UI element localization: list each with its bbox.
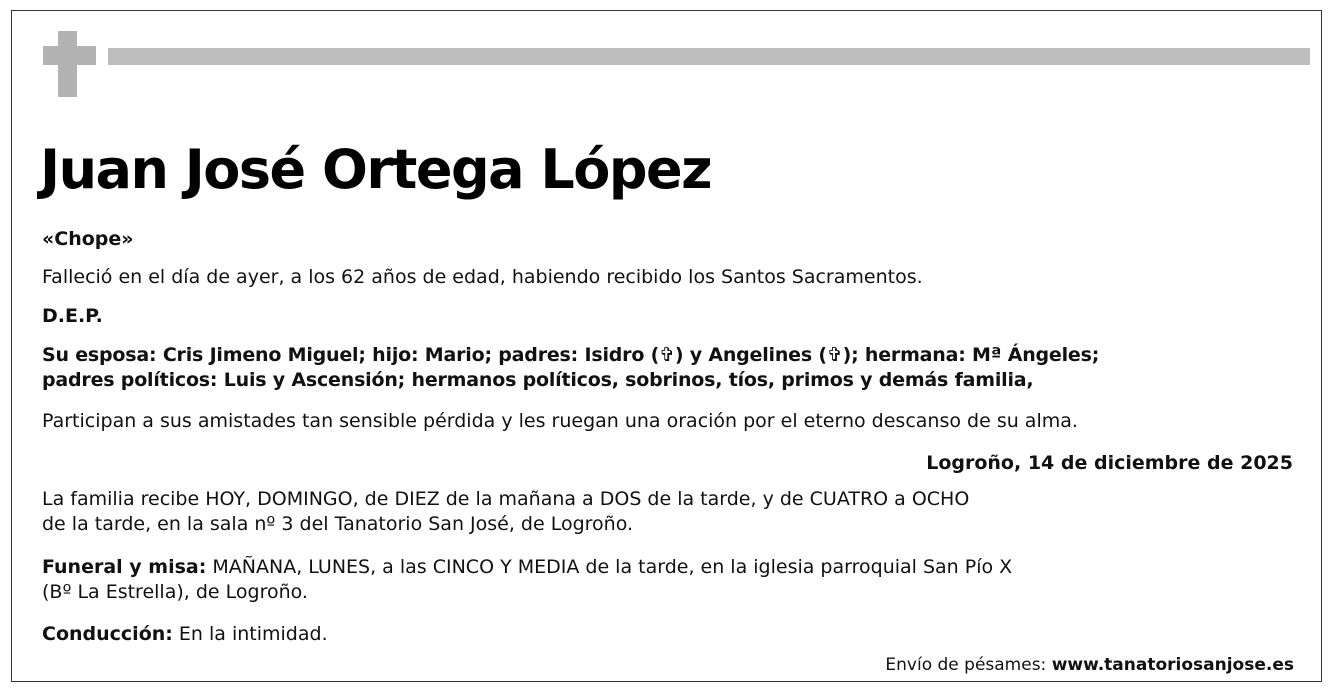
condolence-line <box>885 654 1294 676</box>
cross-icon-bar <box>43 46 96 65</box>
death-notice: Falleció en el día de ayer, a los 62 años de edad, habiendo recibido los Santos Sacramentos. <box>42 266 923 288</box>
announcement: Participan a sus amistades tan sensible pérdida y les ruegan una oración por el eterno descanso de su alma. <box>42 410 1078 432</box>
header-rule <box>108 48 1310 65</box>
funeral-text: MAÑANA, LUNES, a las CINCO Y MEDIA de la tarde, en la iglesia parroquial San Pío X <box>206 556 1013 578</box>
funeral-label: Funeral y misa: <box>42 556 207 578</box>
funeral-line-1 <box>42 555 1012 579</box>
conduction-text: En la intimidad. <box>172 623 328 645</box>
wake-line-1: La familia recibe HOY, DOMINGO, de DIEZ de la mañana a DOS de la tarde, y de CUATRO a OCHO <box>42 488 970 510</box>
family-line-2: padres políticos: Luis y Ascensión; hermanos políticos, sobrinos, tíos, primos y demás familia, <box>42 369 1034 391</box>
conduction-line <box>42 622 328 646</box>
nickname: «Chope» <box>42 228 134 250</box>
deceased-name: Juan José Ortega López <box>40 138 712 201</box>
conduction-label: Conducción: <box>42 623 173 645</box>
rip-text: D.E.P. <box>42 305 103 327</box>
funeral-line-2: (Bº La Estrella), de Logroño. <box>42 581 308 603</box>
wake-line-2: de la tarde, en la sala nº 3 del Tanatorio San José, de Logroño. <box>42 513 634 535</box>
condolence-label: Envío de pésames: <box>885 655 1052 675</box>
family-line-1: Su esposa: Cris Jimeno Miguel; hijo: Mario; padres: Isidro (✞) y Angelines (✞); hermana: Mª Ángeles; <box>42 344 1100 366</box>
condolence-url[interactable]: www.tanatoriosanjose.es <box>1051 655 1294 675</box>
place-date: Logroño, 14 de diciembre de 2025 <box>926 452 1293 474</box>
